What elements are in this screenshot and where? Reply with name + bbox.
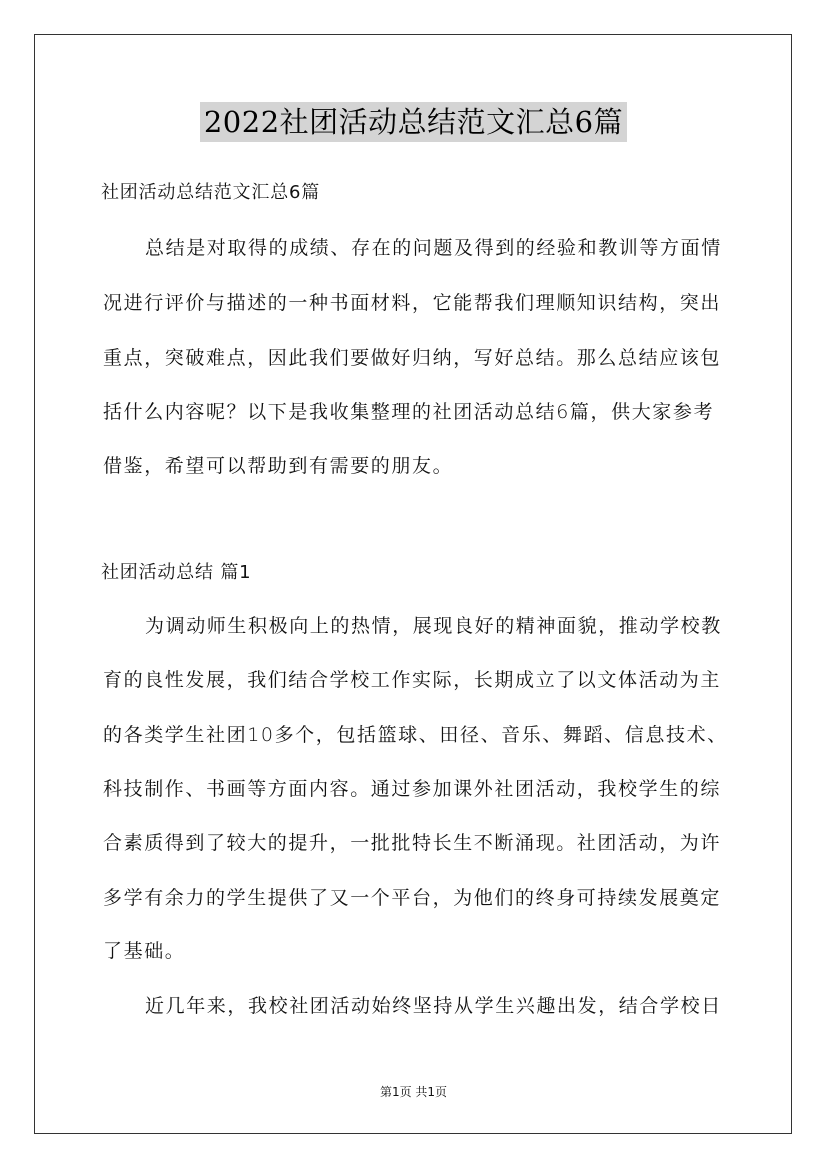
page-footer: 第1页 共1页 <box>379 1085 448 1099</box>
section-line: 的各类学生社团10多个，包括篮球、田径、音乐、舞蹈、信息技术、 <box>103 724 728 746</box>
section-line: 为调动师生积极向上的热情，展现良好的精神面貌，推动学校教 <box>145 615 722 637</box>
section-line: 育的良性发展，我们结合学校工作实际，长期成立了以文体活动为主 <box>103 669 722 691</box>
section-line: 近几年来，我校社团活动始终坚持从学生兴趣出发，结合学校日 <box>145 995 722 1017</box>
section-line: 多学有余力的学生提供了又一个平台，为他们的终身可持续发展奠定 <box>103 887 722 909</box>
section-line: 合素质得到了较大的提升，一批批特长生不断涌现。社团活动，为许 <box>103 832 722 854</box>
title-container <box>0 102 827 142</box>
intro-line: 总结是对取得的成绩、存在的问题及得到的经验和教训等方面情 <box>145 237 722 259</box>
document-subtitle: 社团活动总结范文汇总6篇 <box>101 182 321 203</box>
section-line: 科技制作、书画等方面内容。通过参加课外社团活动，我校学生的综 <box>103 778 722 800</box>
intro-line: 况进行评价与描述的一种书面材料，它能帮我们理顺知识结构，突出 <box>103 292 722 314</box>
intro-line: 重点，突破难点，因此我们要做好归纳，写好总结。那么总结应该包 <box>103 347 722 369</box>
intro-line: 括什么内容呢？以下是我收集整理的社团活动总结6篇，供大家参考 <box>103 401 715 423</box>
document-title: 2022社团活动总结范文汇总6篇 <box>200 102 627 142</box>
intro-line: 借鉴，希望可以帮助到有需要的朋友。 <box>103 455 454 477</box>
section-line: 了基础。 <box>103 940 186 962</box>
section-heading: 社团活动总结 篇1 <box>101 562 252 583</box>
